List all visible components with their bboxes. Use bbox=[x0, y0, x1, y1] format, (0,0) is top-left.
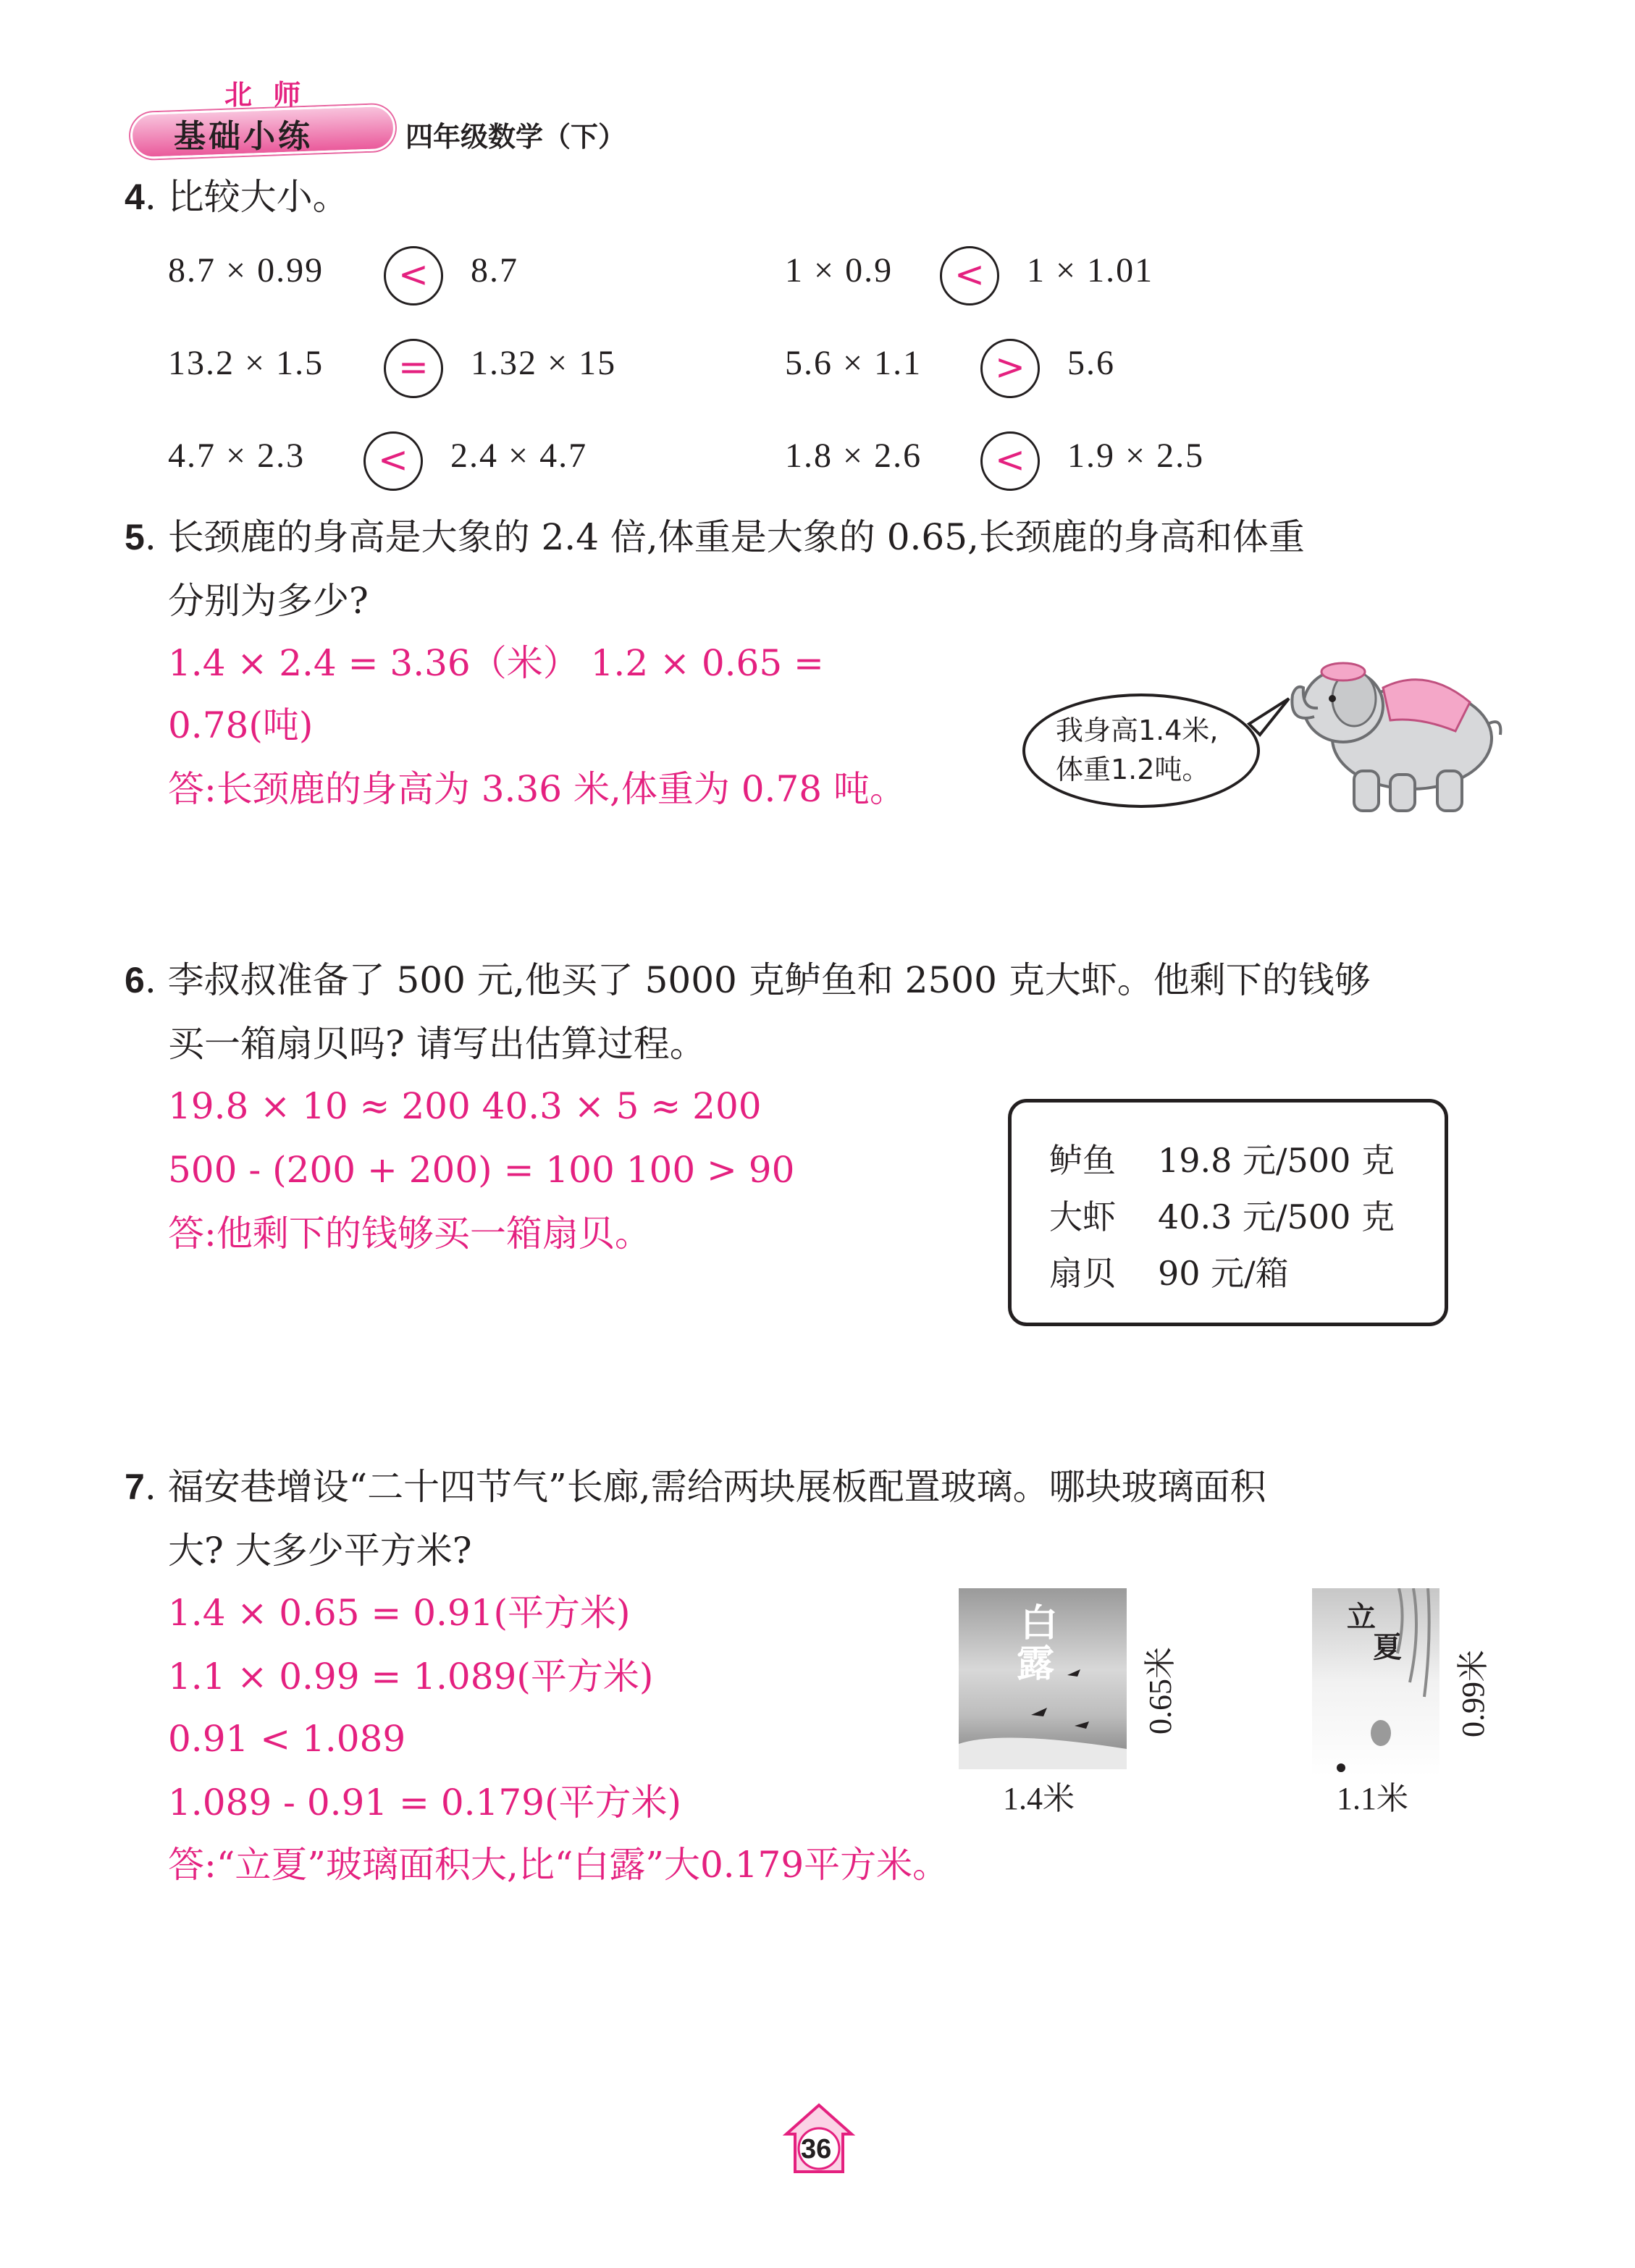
q6-answer-2: 500 - (200 + 200) = 100 100 > 90 bbox=[168, 1149, 795, 1191]
q5-answer-2: 0.78(吨) bbox=[168, 704, 314, 746]
q4-r3-left-compare: 2.4 × 4.7 bbox=[450, 437, 588, 475]
speech-bubble bbox=[1022, 694, 1260, 808]
q7-line-1-text: . 福安巷增设“二十四节气”长廊,需给两块展板配置玻璃。哪块玻璃面积 bbox=[144, 1466, 1266, 1508]
q4-r3-right-expr: 1.8 × 2.6 bbox=[785, 437, 922, 475]
q4-r1-left-expr: 8.7 × 0.99 bbox=[168, 251, 324, 290]
board-lixia-title-1: 立 bbox=[1347, 1600, 1376, 1634]
board-lixia-width: 1.1米 bbox=[1337, 1781, 1408, 1816]
q5-line-1-text: . 长颈鹿的身高是大象的 2.4 倍,体重是大象的 0.65,长颈鹿的身高和体重 bbox=[144, 516, 1305, 558]
price-item-value: 40.3 元/500 克 bbox=[1158, 1197, 1395, 1236]
q4-r2-right-answer: > bbox=[980, 339, 1040, 398]
q4-r1-right-expr: 1 × 0.9 bbox=[785, 251, 894, 290]
q5-answer-3: 答:长颈鹿的身高为 3.36 米,体重为 0.78 吨。 bbox=[168, 768, 906, 810]
price-item-value: 90 元/箱 bbox=[1158, 1254, 1289, 1293]
q7-answer-2: 1.1 × 0.99 = 1.089(平方米) bbox=[168, 1656, 654, 1698]
price-item-name: 大虾 bbox=[1049, 1197, 1116, 1236]
q7-number: 7 bbox=[125, 1467, 145, 1507]
birds-illustration bbox=[959, 1588, 1127, 1769]
q6-number: 6 bbox=[125, 960, 145, 1000]
q7-line-1 bbox=[125, 1455, 1266, 1519]
page-number-badge bbox=[779, 2099, 859, 2179]
q4-number: 4 bbox=[125, 177, 145, 217]
q4-r1-right-answer: < bbox=[940, 246, 999, 305]
q4-r2-left-answer: = bbox=[384, 339, 443, 398]
q4-r3-left-answer: < bbox=[363, 431, 423, 491]
q6-line-2: 买一箱扇贝吗? 请写出估算过程。 bbox=[168, 1023, 706, 1065]
q4-title-text: . 比较大小。 bbox=[144, 176, 349, 218]
board-bailu-title-1: 白 bbox=[1020, 1601, 1059, 1645]
willow-illustration bbox=[1312, 1588, 1439, 1776]
logo-main-text: 基础小练 bbox=[174, 118, 313, 155]
q6-answer-3: 答:他剩下的钱够买一箱扇贝。 bbox=[168, 1213, 651, 1255]
page-number: 36 bbox=[801, 2134, 832, 2164]
price-item-name: 扇贝 bbox=[1049, 1254, 1116, 1293]
q7-answer-4: 1.089 - 0.91 = 0.179(平方米) bbox=[168, 1782, 681, 1824]
q4-r1-left-compare: 8.7 bbox=[471, 251, 518, 290]
speech-bubble-line-2: 体重1.2吨。 bbox=[1056, 754, 1210, 785]
q4-r1-left-answer: < bbox=[384, 246, 443, 305]
q6-line-1 bbox=[125, 948, 1371, 1012]
q5-line-2: 分别为多少? bbox=[168, 580, 369, 622]
q7-line-2: 大? 大多少平方米? bbox=[168, 1530, 472, 1572]
price-list-box bbox=[1008, 1099, 1448, 1326]
price-item-name: 鲈鱼 bbox=[1049, 1141, 1116, 1180]
q4-r3-right-answer: < bbox=[980, 431, 1040, 491]
q4-r2-left-compare: 1.32 × 15 bbox=[471, 344, 617, 382]
q4-r2-left-expr: 13.2 × 1.5 bbox=[168, 344, 324, 382]
q4-title bbox=[125, 165, 349, 229]
q4-r1-right-compare: 1 × 1.01 bbox=[1027, 251, 1154, 290]
board-bailu-height: 0.65米 bbox=[1143, 1647, 1178, 1734]
q5-answer-1: 1.4 × 2.4 = 3.36（米） 1.2 × 0.65 = bbox=[168, 642, 824, 684]
q4-r2-right-compare: 5.6 bbox=[1067, 344, 1115, 382]
logo-top-text: 北 师 bbox=[224, 79, 307, 111]
q5-line-1 bbox=[125, 505, 1305, 569]
q5-number: 5 bbox=[125, 517, 145, 557]
q6-line-1-text: . 李叔叔准备了 500 元,他买了 5000 克鲈鱼和 2500 克大虾。他剩下的钱够 bbox=[144, 959, 1371, 1001]
q4-r3-right-compare: 1.9 × 2.5 bbox=[1067, 437, 1205, 475]
board-lixia-height: 0.99米 bbox=[1455, 1650, 1491, 1737]
q4-r2-right-expr: 5.6 × 1.1 bbox=[785, 344, 922, 382]
book-logo bbox=[123, 72, 398, 159]
board-bailu-width: 1.4米 bbox=[1003, 1781, 1075, 1816]
q7-answer-1: 1.4 × 0.65 = 0.91(平方米) bbox=[168, 1592, 631, 1634]
price-row-2 bbox=[1049, 1191, 1395, 1239]
q7-answer-3: 0.91 < 1.089 bbox=[168, 1718, 406, 1760]
q6-answer-1: 19.8 × 10 ≈ 200 40.3 × 5 ≈ 200 bbox=[168, 1085, 762, 1127]
board-lixia-title-2: 夏 bbox=[1373, 1630, 1402, 1664]
book-subtitle: 四年级数学（下） bbox=[405, 121, 626, 153]
board-lixia-image bbox=[1312, 1588, 1439, 1776]
elephant-illustration bbox=[1274, 637, 1506, 825]
speech-bubble-text bbox=[1056, 711, 1219, 789]
board-bailu-image bbox=[959, 1588, 1127, 1769]
q7-answer-5: 答:“立夏”玻璃面积大,比“白露”大0.179平方米。 bbox=[168, 1844, 949, 1886]
q4-r3-left-expr: 4.7 × 2.3 bbox=[168, 437, 306, 475]
price-row-3 bbox=[1049, 1247, 1289, 1295]
price-row-1 bbox=[1049, 1134, 1395, 1182]
speech-bubble-line-1: 我身高1.4米, bbox=[1056, 714, 1219, 746]
price-item-value: 19.8 元/500 克 bbox=[1158, 1141, 1395, 1180]
board-bailu-title-2: 露 bbox=[1017, 1642, 1055, 1686]
